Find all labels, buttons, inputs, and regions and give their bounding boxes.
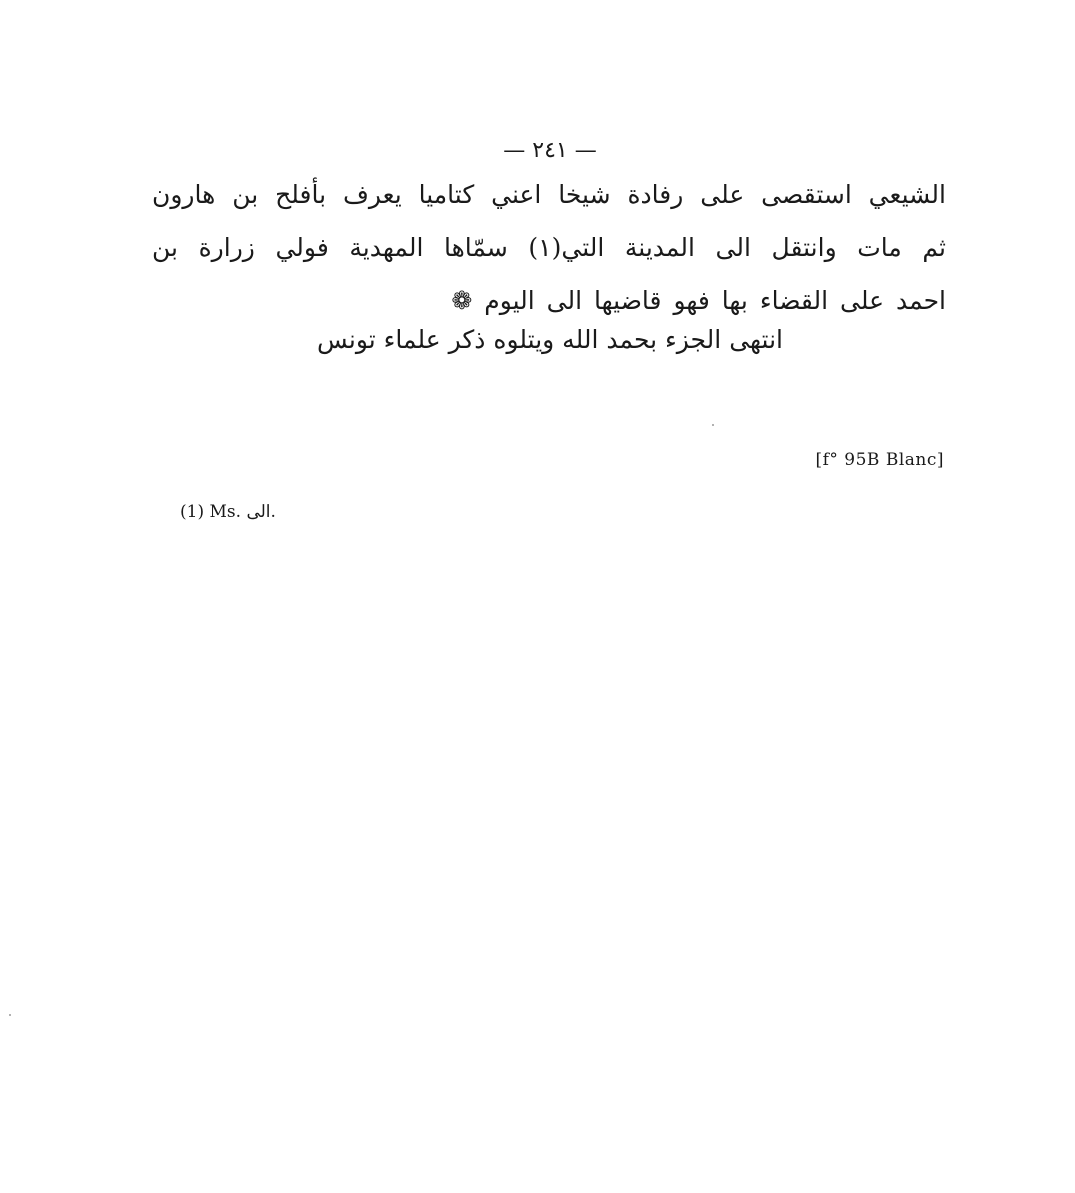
page-number: — ٢٤١ — [503,138,597,163]
body-line: احمد على القضاء بها فهو قاضيها الى اليوم ❁ [451,286,946,315]
folio-note: [f° 95B Blanc] [815,450,944,470]
body-paragraph [152,168,946,327]
body-line: ثم مات وانتقل الى المدينة التي(١) سمّاها المهدية فولي زرارة بن [152,233,946,262]
scan-speck [712,424,714,426]
body-line: الشيعي استقصى على رفادة شيخا اعني كتاميا يعرف بأفلح بن هارون [152,180,946,209]
footnote: (1) Ms. الى. [180,502,276,522]
scan-speck [9,1014,11,1016]
colophon-line: انتهى الجزء بحمد الله ويتلوه ذكر علماء تونس [316,325,783,354]
